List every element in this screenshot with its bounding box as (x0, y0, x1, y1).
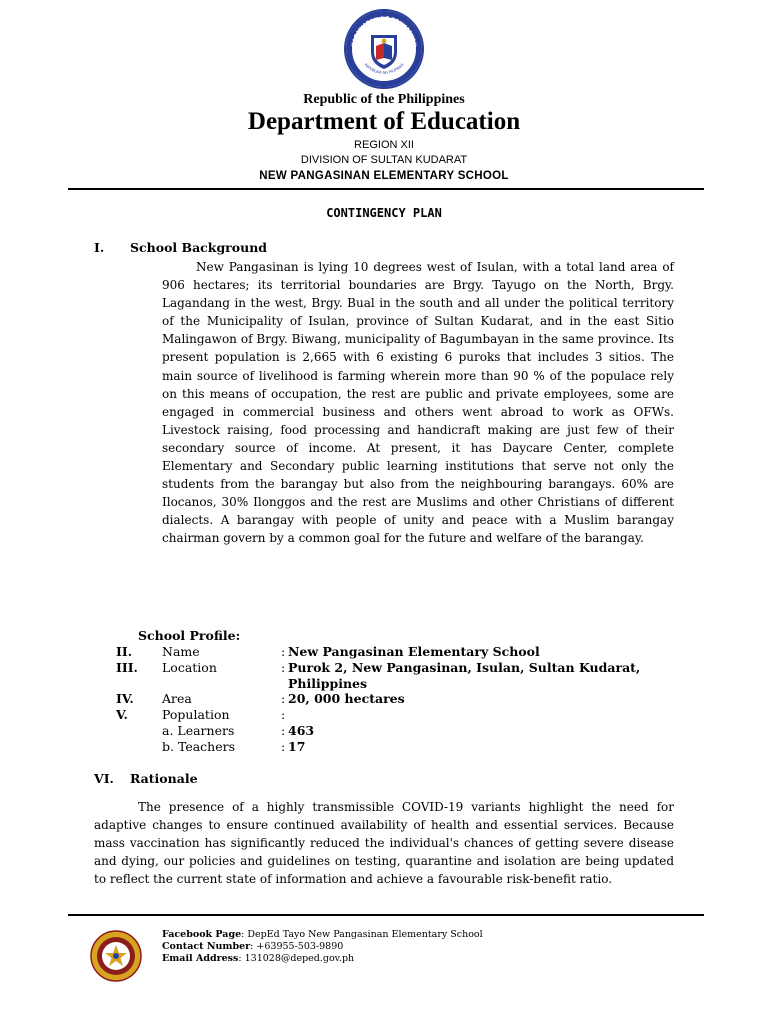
division-label: DIVISION OF SULTAN KUDARAT (300, 154, 468, 166)
profile-learners-label: a. Learners (162, 723, 235, 738)
profile-area-numeral: IV. (116, 691, 134, 706)
footer-divider (68, 914, 704, 916)
profile-name-colon: : (281, 644, 286, 659)
footer-email (162, 953, 354, 964)
school-name-header: NEW PANGASINAN ELEMENTARY SCHOOL (259, 170, 509, 182)
school-seal-logo (90, 930, 142, 982)
profile-teachers-colon: : (281, 739, 286, 754)
contact-label: Contact Number (162, 941, 251, 952)
email-value[interactable]: : 131028@deped.gov.ph (238, 953, 355, 964)
department-heading: Department of Education (247, 108, 521, 135)
header-divider (68, 188, 704, 190)
profile-teachers-label: b. Teachers (162, 739, 236, 754)
profile-name-numeral: II. (116, 644, 133, 659)
profile-area-label: Area (162, 691, 192, 706)
seal-text-bottom: REPUBLIKA NG PILIPINAS (363, 62, 405, 75)
school-background-paragraph (162, 258, 674, 548)
profile-teachers-value: 17 (288, 739, 306, 754)
school-background-text: New Pangasinan is lying 10 degrees west of Isulan, with a total land area of 906 hectares; its territorial boundaries are Brgy. Tayugo on the North, Brgy. Lagandang in the west, Brgy. Bual in the south and all under the political territory of the Municipality of Isulan, province of Sultan Kudarat, and in the east Sitio Malingawon of Brgy. Biwang, municipality of Bagumbayan in the same province. Its present population is 2,665 with 6 existing 6 puroks that includes 3 sitios. The main source of livelihood is farming wherein more than 90 % of the populace rely on this means of occupation, the rest are public and private employees, some are engaged in commercial business and others went abroad to work as OFWs. Livestock raising, food processing and handicraft making are just few of their secondary source of income. At present, it has Daycare Center, complete Elementary and Secondary public learning institutions that serve not only the students from the barangay but also from the neighbouring barangays. 60% are Ilocanos, 30% Ilonggos and the rest are Muslims and other Christians of different dialects. A barangay with people of unity and peace with a Muslim barangay chairman govern by a common goal for the future and welfare of the barangay. (162, 260, 674, 546)
contact-value: : +63955-503-9890 (250, 941, 344, 952)
profile-learners-value: 463 (288, 723, 315, 738)
rationale-paragraph (94, 798, 674, 888)
republic-heading: Republic of the Philippines (303, 92, 465, 107)
section-6-numeral: VI. (94, 771, 114, 786)
profile-location-value-2: Philippines (288, 676, 368, 691)
profile-learners-colon: : (281, 723, 286, 738)
region-label: REGION XII (354, 139, 414, 151)
profile-location-label: Location (162, 660, 217, 675)
profile-name-value: New Pangasinan Elementary School (288, 644, 540, 659)
seal-text-top: KAGAWARAN NG EDUKASYON (351, 15, 417, 48)
section-6-heading: Rationale (130, 771, 198, 786)
facebook-label: Facebook Page (162, 929, 242, 940)
document-title: CONTINGENCY PLAN (326, 206, 442, 220)
rationale-text: The presence of a highly transmissible COVID-19 variants highlight the need for adaptive changes to ensure continued availability of health and essential services. Because mass vaccination has significantly reduced the individual's chances of getting severe disease and dying, our policies and guidelines on testing, quarantine and isolation are being updated to reflect the current state of information and achieve a favourable risk-benefit ratio. (94, 800, 674, 887)
profile-location-value-1: Purok 2, New Pangasinan, Isulan, Sultan Kudarat, (288, 660, 641, 675)
profile-area-value: 20, 000 hectares (288, 691, 405, 706)
profile-population-label: Population (162, 707, 230, 722)
section-1-numeral: I. (94, 240, 105, 255)
profile-location-colon: : (281, 660, 286, 675)
profile-population-numeral: V. (116, 707, 128, 722)
footer-contact (162, 941, 343, 952)
profile-population-colon: : (281, 707, 286, 722)
facebook-value[interactable]: : DepEd Tayo New Pangasinan Elementary School (241, 929, 483, 940)
deped-seal-logo (343, 8, 425, 90)
profile-location-numeral: III. (116, 660, 138, 675)
section-1-heading: School Background (130, 240, 268, 255)
profile-heading: School Profile: (138, 628, 241, 643)
profile-area-colon: : (281, 691, 286, 706)
email-label: Email Address (162, 953, 239, 964)
footer-facebook (162, 929, 483, 940)
profile-name-label: Name (162, 644, 200, 659)
